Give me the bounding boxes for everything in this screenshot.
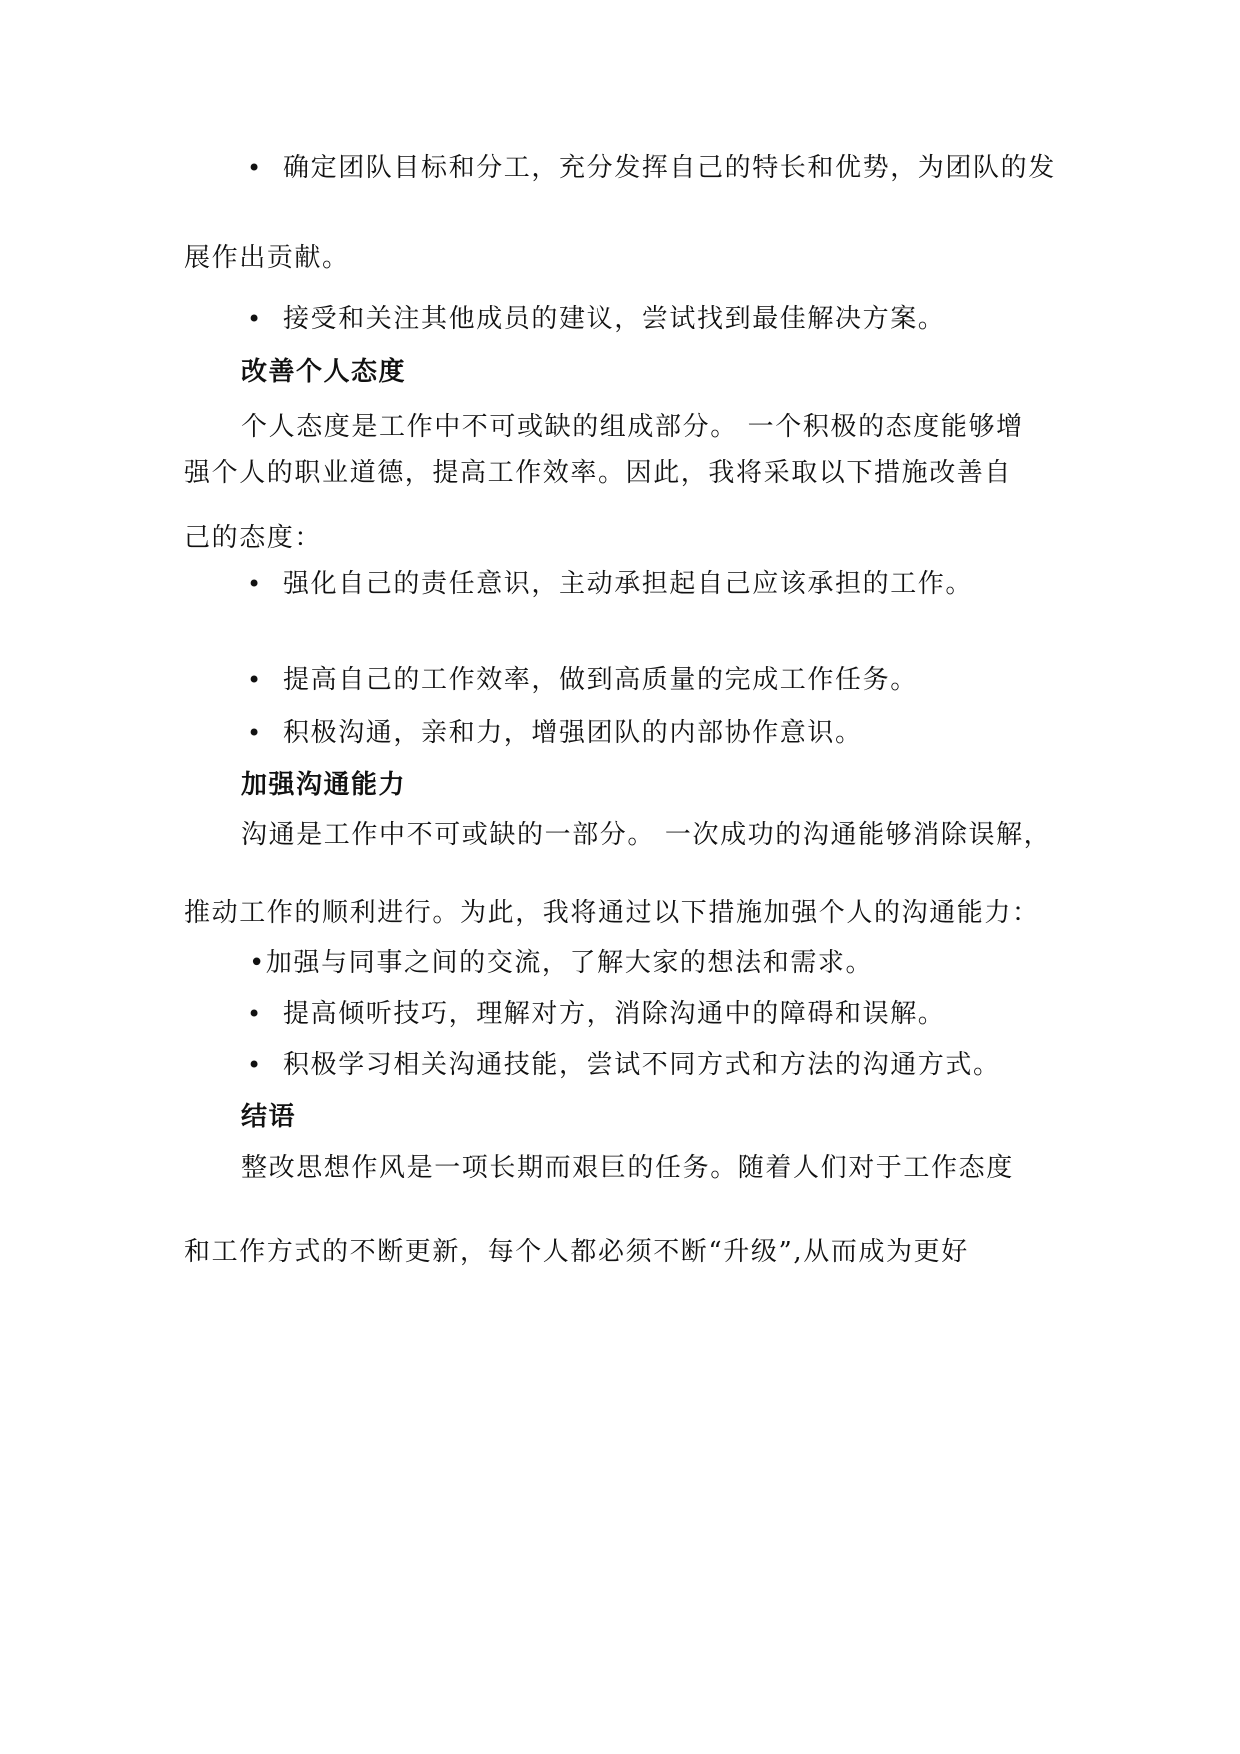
section-heading: 结语: [241, 1102, 297, 1132]
paragraph-line: 和工作方式的不断更新，每个人都必须不断“升级”,从而成为更好: [184, 1237, 969, 1267]
bullet-dot: •: [247, 1000, 262, 1028]
paragraph-line: 整改思想作风是一项长期而艰巨的任务。随着人们对于工作态度: [241, 1153, 1014, 1183]
bullet-text: •加强与同事之间的交流，了解大家的想法和需求。: [249, 948, 874, 978]
bullet-dot: •: [247, 154, 262, 182]
bullet-text: 提高倾听技巧，理解对方，消除沟通中的障碍和误解。: [283, 999, 946, 1029]
section-heading: 改善个人态度: [241, 357, 407, 387]
bullet-dot: •: [247, 570, 262, 598]
bullet-text-continued: 展作出贡献。: [184, 243, 350, 273]
bullet-text: 强化自己的责任意识，主动承担起自己应该承担的工作。: [283, 569, 974, 599]
paragraph-line: 强个人的职业道德，提高工作效率。因此，我将采取以下措施改善自: [184, 458, 1013, 488]
bullet-text: 确定团队目标和分工，充分发挥自己的特长和优势，为团队的发: [283, 153, 1056, 183]
paragraph-line: 个人态度是工作中不可或缺的组成部分。 一个积极的态度能够增: [241, 412, 1024, 442]
bullet-text: 提高自己的工作效率，做到高质量的完成工作任务。: [283, 665, 918, 695]
bullet-dot: •: [247, 305, 262, 333]
section-heading: 加强沟通能力: [241, 770, 407, 800]
bullet-dot: •: [247, 719, 262, 747]
bullet-text: 积极学习相关沟通技能，尝试不同方式和方法的沟通方式。: [283, 1050, 1001, 1080]
paragraph-line: 推动工作的顺利进行。为此，我将通过以下措施加强个人的沟通能力：: [184, 898, 1040, 928]
paragraph-line: 沟通是工作中不可或缺的一部分。 一次成功的沟通能够消除误解，: [241, 820, 1052, 850]
bullet-dot: •: [247, 666, 262, 694]
bullet-text: 接受和关注其他成员的建议，尝试找到最佳解决方案。: [283, 304, 946, 334]
bullet-dot: •: [247, 1051, 262, 1079]
bullet-text: 积极沟通，亲和力，增强团队的内部协作意识。: [283, 718, 863, 748]
paragraph-line: 己的态度：: [184, 523, 323, 553]
